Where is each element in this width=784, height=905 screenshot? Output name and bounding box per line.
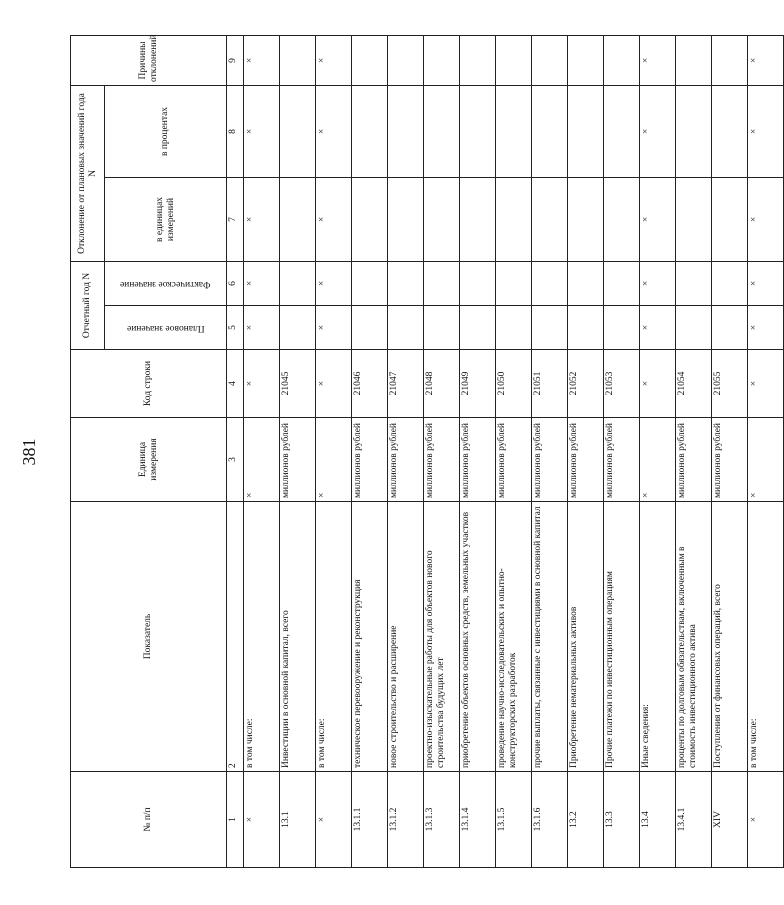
row-dev-units: × <box>244 177 280 261</box>
index-cell: 5 <box>227 306 244 350</box>
row-dev-units <box>280 177 316 261</box>
row-indicator: проведение научно-исследовательских и опытно-конструкторских разработок <box>496 502 532 772</box>
row-actual: × <box>316 261 352 305</box>
row-indicator: приобретение объектов основных средств, земельных участков <box>460 502 496 772</box>
row-indicator: в том числе: <box>748 502 784 772</box>
header-dev-percent: в процентах <box>105 85 227 177</box>
row-planned <box>352 306 388 350</box>
table-row <box>280 35 316 867</box>
row-unit: × <box>244 418 280 502</box>
row-number: × <box>316 772 352 868</box>
table-row <box>712 35 748 867</box>
row-unit: × <box>640 418 676 502</box>
row-dev-units: × <box>640 177 676 261</box>
row-dev-units: × <box>316 177 352 261</box>
row-dev-percent <box>388 85 424 177</box>
row-dev-percent: × <box>244 85 280 177</box>
index-cell: 4 <box>227 350 244 418</box>
table-row <box>568 35 604 867</box>
row-number: 13.1.4 <box>460 772 496 868</box>
row-reason <box>460 35 496 85</box>
row-dev-units <box>352 177 388 261</box>
row-dev-percent <box>280 85 316 177</box>
row-dev-percent: × <box>640 85 676 177</box>
row-unit: миллионов рублей <box>424 418 460 502</box>
row-planned: × <box>316 306 352 350</box>
row-code: 21055 <box>712 350 748 418</box>
row-indicator: прочие выплаты, связанные с инвестициями в основной капитал <box>532 502 568 772</box>
header-reasons: Причины отклонений <box>71 35 227 85</box>
header-actual-text: Фактическое значение <box>120 278 211 289</box>
row-number: × <box>748 772 784 868</box>
row-reason <box>280 35 316 85</box>
row-dev-units <box>424 177 460 261</box>
row-dev-percent <box>460 85 496 177</box>
row-indicator: новое строительство и расширение <box>388 502 424 772</box>
row-reason <box>352 35 388 85</box>
index-cell: 2 <box>227 502 244 772</box>
header-deviation: Отклонение от плановых значений года N <box>71 85 105 261</box>
row-code: × <box>316 350 352 418</box>
row-planned: × <box>748 306 784 350</box>
row-reason <box>604 35 640 85</box>
row-number: 13.1.2 <box>388 772 424 868</box>
row-number: XIV <box>712 772 748 868</box>
row-reason <box>676 35 712 85</box>
row-reason <box>388 35 424 85</box>
row-dev-percent: × <box>316 85 352 177</box>
row-dev-units <box>676 177 712 261</box>
row-planned <box>568 306 604 350</box>
row-number: 13.2 <box>568 772 604 868</box>
table-body <box>244 35 784 867</box>
row-reason: × <box>640 35 676 85</box>
row-indicator: Иные сведения: <box>640 502 676 772</box>
row-code: 21053 <box>604 350 640 418</box>
row-dev-percent <box>712 85 748 177</box>
row-dev-units: × <box>748 177 784 261</box>
row-unit: миллионов рублей <box>280 418 316 502</box>
header-actual <box>105 261 227 305</box>
row-actual: × <box>640 261 676 305</box>
row-number: 13.1.1 <box>352 772 388 868</box>
row-reason: × <box>244 35 280 85</box>
header-num: № п/п <box>71 772 227 868</box>
row-actual <box>676 261 712 305</box>
header-indicator: Показатель <box>71 502 227 772</box>
row-unit: миллионов рублей <box>712 418 748 502</box>
row-dev-percent <box>496 85 532 177</box>
row-indicator: Приобретение нематериальных активов <box>568 502 604 772</box>
row-actual <box>532 261 568 305</box>
row-actual <box>712 261 748 305</box>
row-actual: × <box>244 261 280 305</box>
row-code: 21046 <box>352 350 388 418</box>
row-dev-percent: × <box>748 85 784 177</box>
table-row <box>424 35 460 867</box>
table-row <box>532 35 568 867</box>
row-unit: миллионов рублей <box>532 418 568 502</box>
row-number: 13.1 <box>280 772 316 868</box>
row-code: × <box>244 350 280 418</box>
row-planned <box>712 306 748 350</box>
row-dev-units <box>568 177 604 261</box>
row-reason: × <box>316 35 352 85</box>
row-number: 13.1.6 <box>532 772 568 868</box>
row-number: 13.1.5 <box>496 772 532 868</box>
row-number: × <box>244 772 280 868</box>
index-cell: 3 <box>227 418 244 502</box>
header-dev-units: в единицах измерений <box>105 177 227 261</box>
row-reason <box>496 35 532 85</box>
row-reason <box>424 35 460 85</box>
row-number: 13.1.3 <box>424 772 460 868</box>
row-number: 13.4.1 <box>676 772 712 868</box>
row-dev-units <box>532 177 568 261</box>
report-table <box>70 35 784 868</box>
table-row <box>748 35 784 867</box>
row-planned <box>460 306 496 350</box>
header-code: Код строки <box>71 350 227 418</box>
table-row <box>460 35 496 867</box>
table-row <box>316 35 352 867</box>
row-unit: миллионов рублей <box>676 418 712 502</box>
row-dev-percent <box>532 85 568 177</box>
row-unit: × <box>316 418 352 502</box>
row-unit: миллионов рублей <box>604 418 640 502</box>
row-dev-units <box>712 177 748 261</box>
row-code: × <box>748 350 784 418</box>
row-code: 21045 <box>280 350 316 418</box>
row-dev-percent <box>604 85 640 177</box>
row-indicator: техническое перевооружение и реконструкция <box>352 502 388 772</box>
row-planned <box>388 306 424 350</box>
row-unit: × <box>748 418 784 502</box>
row-dev-percent <box>676 85 712 177</box>
row-dev-percent <box>568 85 604 177</box>
index-cell: 1 <box>227 772 244 868</box>
row-number: 13.3 <box>604 772 640 868</box>
row-actual <box>352 261 388 305</box>
page-number: 381 <box>19 438 39 466</box>
row-indicator: Инвестиции в основной капитал, всего <box>280 502 316 772</box>
row-indicator: в том числе: <box>316 502 352 772</box>
row-actual <box>280 261 316 305</box>
row-indicator: в том числе: <box>244 502 280 772</box>
row-unit: миллионов рублей <box>568 418 604 502</box>
table-row <box>676 35 712 867</box>
row-code: 21047 <box>388 350 424 418</box>
row-dev-units <box>388 177 424 261</box>
row-actual <box>388 261 424 305</box>
row-indicator: проценты по долговым обязательствам, включенным в стоимость инвестиционного актива <box>676 502 712 772</box>
row-actual: × <box>748 261 784 305</box>
row-code: 21049 <box>460 350 496 418</box>
header-planned <box>105 306 227 350</box>
index-cell: 6 <box>227 261 244 305</box>
row-planned <box>424 306 460 350</box>
row-indicator: Поступления от финансовых операций, всего <box>712 502 748 772</box>
row-actual <box>604 261 640 305</box>
table-row <box>496 35 532 867</box>
table-row <box>388 35 424 867</box>
row-planned <box>604 306 640 350</box>
row-reason <box>568 35 604 85</box>
row-reason: × <box>748 35 784 85</box>
row-actual <box>460 261 496 305</box>
row-planned <box>496 306 532 350</box>
index-row <box>227 35 244 867</box>
row-planned <box>532 306 568 350</box>
row-unit: миллионов рублей <box>352 418 388 502</box>
row-code: 21048 <box>424 350 460 418</box>
row-dev-percent <box>424 85 460 177</box>
table-row <box>352 35 388 867</box>
row-actual <box>568 261 604 305</box>
table-row <box>604 35 640 867</box>
row-planned <box>280 306 316 350</box>
row-planned: × <box>640 306 676 350</box>
row-dev-units <box>496 177 532 261</box>
row-reason <box>712 35 748 85</box>
row-code: × <box>640 350 676 418</box>
row-unit: миллионов рублей <box>460 418 496 502</box>
row-indicator: Прочие платежи по инвестиционным операциям <box>604 502 640 772</box>
row-code: 21052 <box>568 350 604 418</box>
row-indicator: проектно-изыскательные работы для объектов нового строительства будущих лет <box>424 502 460 772</box>
row-unit: миллионов рублей <box>496 418 532 502</box>
row-unit: миллионов рублей <box>388 418 424 502</box>
row-reason <box>532 35 568 85</box>
row-planned: × <box>244 306 280 350</box>
row-dev-units <box>604 177 640 261</box>
row-number: 13.4 <box>640 772 676 868</box>
row-code: 21051 <box>532 350 568 418</box>
header-planned-text: Плановое значение <box>126 322 205 333</box>
index-cell: 8 <box>227 85 244 177</box>
row-actual <box>424 261 460 305</box>
index-cell: 9 <box>227 35 244 85</box>
rotated-page <box>70 34 759 868</box>
row-code: 21050 <box>496 350 532 418</box>
row-dev-percent <box>352 85 388 177</box>
table-row <box>640 35 676 867</box>
index-cell: 7 <box>227 177 244 261</box>
row-code: 21054 <box>676 350 712 418</box>
header-reporting-year: Отчетный год N <box>71 261 105 349</box>
row-planned <box>676 306 712 350</box>
table-row <box>244 35 280 867</box>
header-unit: Единица измерения <box>71 418 227 502</box>
row-dev-units <box>460 177 496 261</box>
row-actual <box>496 261 532 305</box>
